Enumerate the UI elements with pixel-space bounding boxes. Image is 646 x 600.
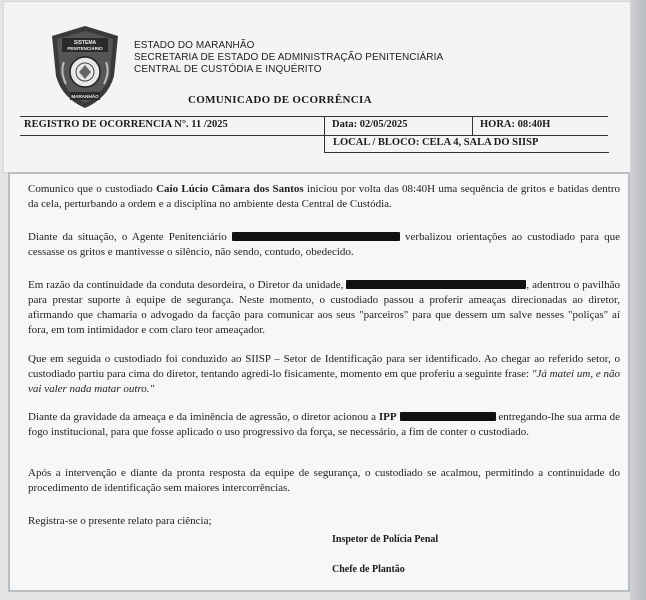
location-field: LOCAL / BLOCO: CELA 4, SALA DO SIISP (333, 137, 539, 148)
redacted-name (346, 280, 526, 289)
svg-text:SISTEMA: SISTEMA (73, 40, 97, 46)
document-title: COMUNICADO DE OCORRÊNCIA (188, 94, 372, 106)
registry-number: REGISTRO DE OCORRENCIA N°. 11 /2025 (24, 119, 228, 130)
time-field: HORA: 08:40H (480, 119, 551, 130)
redacted-name (400, 412, 496, 421)
signature-inspector: Inspetor de Polícia Penal (332, 534, 439, 545)
penitentiary-badge-icon (48, 24, 122, 110)
ipp-label: IPP (378, 411, 397, 423)
text: entregando-lhe sua arma de fogo institucional, para que fosse aplicado o uso progressivo da força, se necessário, a fim de conter o custodiado. (28, 411, 621, 438)
organization-block (134, 40, 443, 76)
paragraph-7: Registra-se o presente relato para ciência; (28, 515, 212, 527)
header-sheet (4, 2, 630, 172)
text: Diante da situação, o Agente Penitenciário (28, 231, 232, 243)
redacted-name (232, 232, 400, 241)
date-field: Data: 02/05/2025 (332, 119, 408, 130)
signature-shift-chief: Chefe de Plantão (332, 564, 405, 575)
svg-text:PENITENCIÁRIO: PENITENCIÁRIO (67, 46, 103, 51)
paragraph-5 (28, 410, 620, 440)
text: Comunico que o custodiado (28, 183, 157, 195)
text: iniciou por volta das 08:40H uma sequência de gritos e batidas dentro da cela, perturbando a ordem e a disciplina no ambiente desta Central de Custódia. (28, 183, 620, 210)
org-line-state: ESTADO DO MARANHÃO (134, 40, 255, 51)
text: Que em seguida o custodiado foi conduzido ao SIISP – Setor de Identificação para ser identificado. Ao chegar ao referido setor, o custodiado partiu para cima do diretor, tentando agredi-lo fisicamente, momento em que proferiu a seguinte frase: (28, 353, 620, 380)
scan-edge (630, 0, 646, 600)
paragraph-1 (28, 182, 620, 212)
report-body (8, 172, 630, 592)
org-line-central: CENTRAL DE CUSTÓDIA E INQUÉRITO (134, 64, 322, 75)
location-row (324, 134, 609, 153)
svg-text:MARANHÃO: MARANHÃO (71, 94, 99, 99)
threat-quote: "Já matei um, e não vai valer nada matar outro." (28, 368, 620, 395)
paragraph-2 (28, 230, 620, 260)
paragraph-6: Após a intervenção e diante da pronta resposta da equipe de segurança, o custodiado se acalmou, permitindo a continuidade do procedimento de identificação sem maiores intercorrências. (28, 467, 620, 494)
text: verbalizou orientações ao custodiado para que cessasse os gritos e mantivesse o silêncio, não sendo, contudo, obedecido. (28, 231, 621, 258)
detainee-name: Caio Lúcio Câmara dos Santos (156, 183, 304, 195)
divider (324, 117, 325, 135)
paragraph-3 (28, 278, 620, 338)
divider (472, 117, 473, 135)
org-line-secretariat: SECRETARIA DE ESTADO DE ADMINISTRAÇÃO PENITENCIÁRIA (134, 52, 444, 63)
registry-row (20, 116, 608, 136)
text: , adentrou o pavilhão para prestar suporte à equipe de segurança. Neste momento, o custodiado passou a proferir ameaças direcionadas ao diretor, afirmando que chamaria o advogado da facção para comunicar aos seus "parceiros" para que dessem um salve nesses "poliças" aí fora, em tom intimidador e com claro teor ameaçador. (28, 279, 620, 336)
text: Em razão da continuidade da conduta desordeira, o Diretor da unidade, (28, 279, 347, 291)
paragraph-4 (28, 352, 620, 397)
text: Diante da gravidade da ameaça e da iminência de agressão, o diretor acionou a (28, 411, 379, 423)
